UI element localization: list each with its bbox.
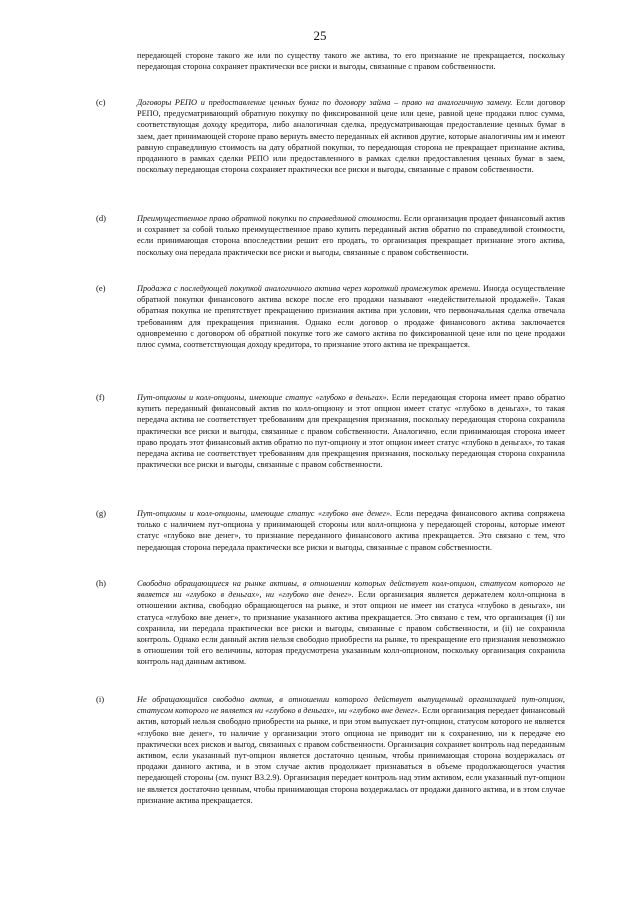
item-body: Если организация передает финансовый актив, который нельзя свободно приобрести на рынке, и при этом выпускает пут-опцион, статусом которого не является «глубоко вне денег», то наличие у организации этого опциона не приводит ни к сохранению, ни к передаче ею практически всех рисков и выгод, связанных с правом собственности. Организация сохраняет контроль над переданным активом, если указанный пут-опцион является достаточно ценным, чтобы принимающая сторона воздержалась от продажи данного актива, и в этом случае актив продолжает признаваться в объеме продолжающегося участия передающей стороны (см. пункт B3.2.9). Организация передает контроль над этим активом, если указанный пут-опцион не является достаточно ценным, чтобы принимающая сторона воздержалась от продажи данного актива, и в этом случае признание актива прекращается. [137,706,565,805]
item-letter: (e) [96,283,106,293]
item-title: Свободно обращающиеся на рынке активы, в отношении которых действует колл-опцион, статусом которого не является ни «глубоко в деньгах», ни «глубоко вне денег». [137,579,565,600]
item-paragraph [137,508,565,553]
item-letter: (c) [96,97,106,107]
item-paragraph [137,283,565,350]
item-body: Если договор РЕПО, предусматривающий обратную покупку по фиксированной цене или цене, равной цене продажи плюс сумма, соответствующая доходу кредитора, либо аналогичная сделка, предусматривающая предоставление ценных бумаг в заем, дает принимающей стороне право вернуть вместо переданных ей активов другие, которые аналогичны им и имеют равную справедливую стоимость на дату обратной покупки, то передающая сторона не прекращает признание актива, проданного в рамках сделки РЕПО или предоставленного в рамках сделки предоставления ценных бумаг в заем, поскольку передающая сторона сохраняет практически все риски и выгоды, связанные с правом собственности. [137,98,566,175]
item-body: Если передача финансового актива сопряжена только с наличием пут-опциона у принимающей стороны или колл-опциона у передающей стороны, которые имеют статус «глубоко вне денег», то признание переданного финансового актива прекращается. Это связано с тем, что передающая сторона передала практически все риски и выгоды, связанные с правом собственности. [137,509,565,552]
item-paragraph [137,578,565,668]
item-title: Договоры РЕПО и предоставление ценных бумаг по договору займа – право на аналогичную замену. [137,98,513,107]
item-title: Не обращающийся свободно актив, в отношении которого действует выпущенный организацией пут-опцион, статусом которого не является ни «глубоко в деньгах», ни «глубоко вне денег». [137,695,565,716]
item-paragraph [137,213,565,258]
item-body: Если организация является держателем колл-опциона в отношении актива, свободно обращающегося на рынке, и этот опцион не имеет ни статуса «глубоко в деньгах», ни статуса «глубоко вне денег», то признание указанного актива прекращается. Это связано с тем, что организация (i) ни сохранила, ни передала практически все риски и выгоды, связанные с правом собственности, и (ii) не сохранила контроль. Однако если данный актив нельзя свободно приобрести на рынке, то прекращение его признания невозможно в отношении той его величины, которая предусмотрена указанным колл-опционом, поскольку организация сохранила контроль над данным активом. [137,590,565,667]
item-body: Если передающая сторона имеет право обратно купить переданный финансовый актив по колл-опциону и этот опцион имеет статус «глубоко в деньгах», то такая передача актива не соответствует требованиям для прекращения признания, поскольку передающая сторона сохранила практически все риски и выгоды, связанные с правом собственности. Аналогично, если принимающая сторона имеет право продать этот финансовый актив обратно по пут-опциону и этот опцион имеет статус «глубоко в деньгах», то такая передача актива не соответствует требованиям для прекращения признания, поскольку передающая сторона сохранила практически все риски и выгоды, связанные с правом собственности. [137,393,565,470]
item-title: Пут-опционы и колл-опционы, имеющие статус «глубоко в деньгах». [137,393,389,402]
item-title: Преимущественное право обратной покупки по справедливой стоимости. [137,214,402,223]
item-paragraph [137,694,565,806]
item-letter: (h) [96,578,107,588]
item-letter: (i) [96,694,105,704]
item-title: Продажа с последующей покупкой аналогичного актива через короткий промежуток времени. [137,284,481,293]
item-paragraph [137,392,565,470]
item-paragraph [137,97,565,175]
page-number: 25 [313,28,327,43]
lead-paragraph: передающей стороне такого же или по существу такого же актива, то его признание не прекращается, поскольку передающая сторона сохраняет практически все риски и выгоды, связанные с правом собственности. [137,51,565,72]
item-letter: (g) [96,508,107,518]
item-title: Пут-опционы и колл-опционы, имеющие статус «глубоко вне денег». [137,509,393,518]
item-body: Если организация продает финансовый актив и сохраняет за собой только преимущественное право купить переданный актив обратно по справедливой стоимости, если принимающая сторона впоследствии решит его продать, то организация прекращает признание этого актива, поскольку она передала практически все риски и выгоды, связанные с правом собственности. [137,214,566,257]
item-letter: (f) [96,392,105,402]
item-body: Иногда осуществление обратной покупки финансового актива вскоре после его продажи называют «недействительной продажей». Такая обратная покупка не препятствует прекращению признания актива при условии, что первоначальная сделка отвечала требованиям для прекращения признания. Однако если договор о продаже финансового актива заключается одновременно с договором об обратной покупке того же самого актива по фиксированной цене или по цене продажи плюс сумма, соответствующая доходу кредитора, то признание этого актива не прекращается. [137,284,566,350]
item-letter: (d) [96,213,107,223]
